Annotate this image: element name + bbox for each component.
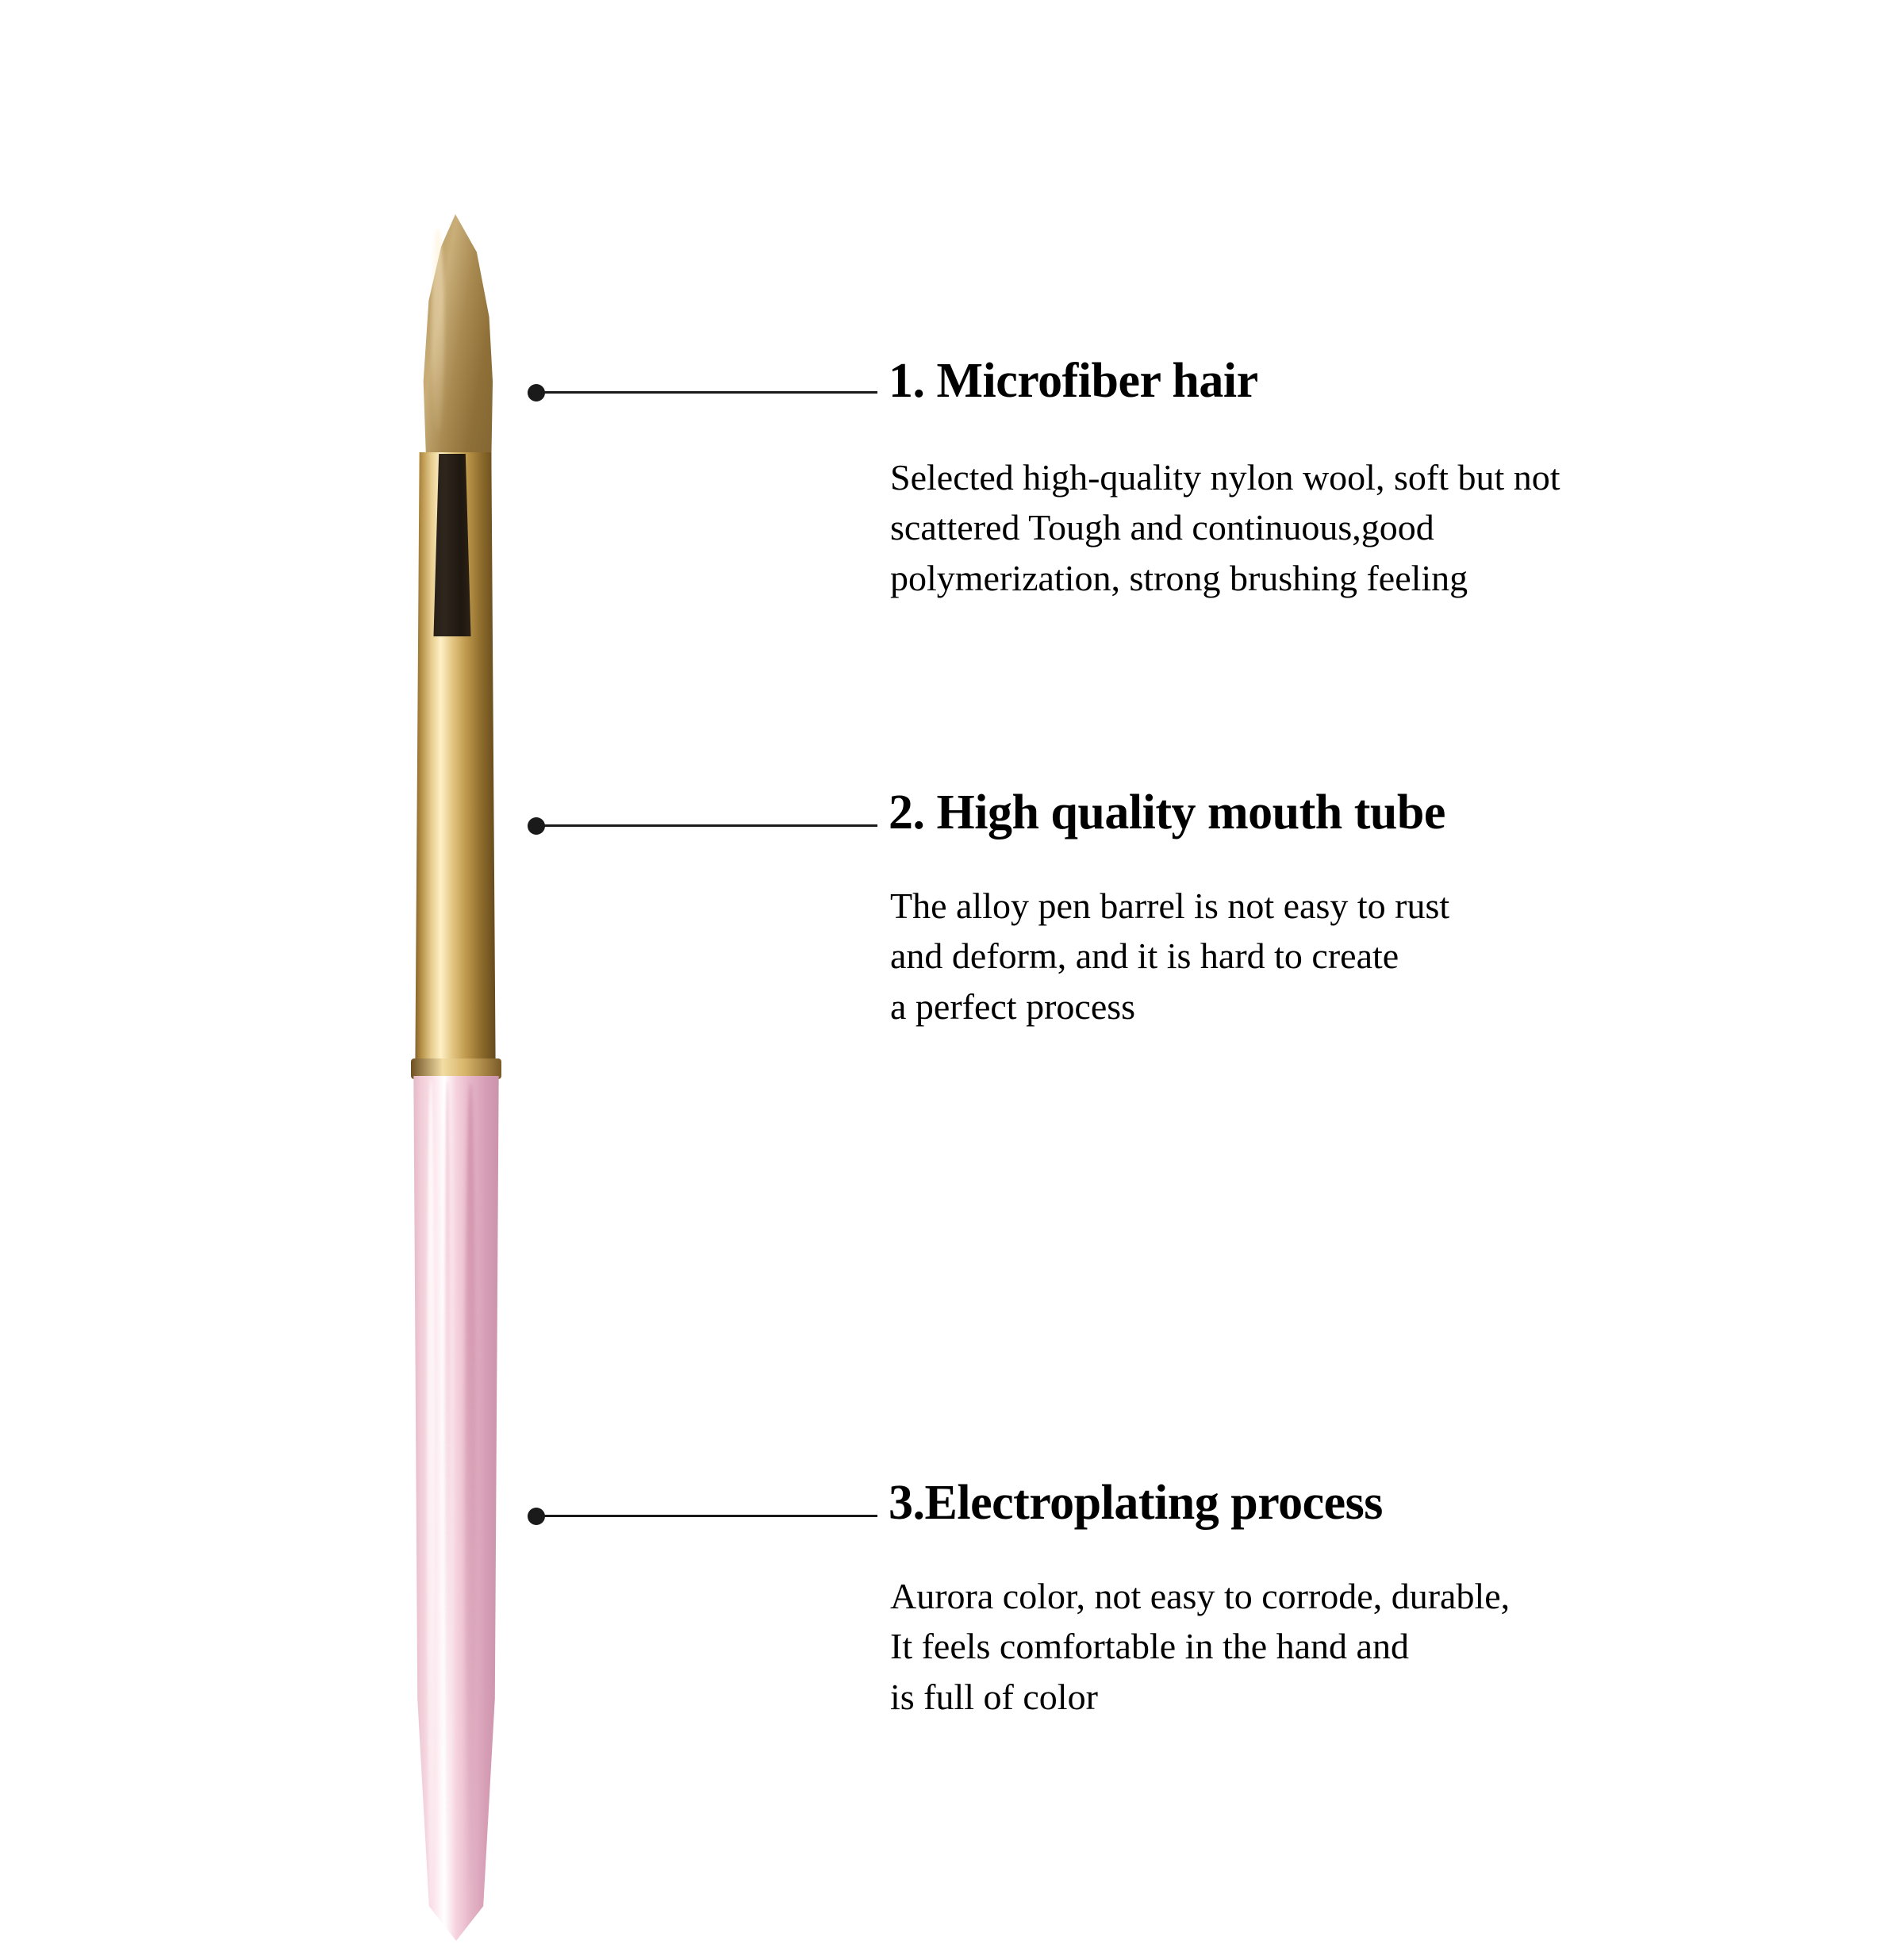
leader-dot-icon: [528, 384, 545, 401]
leader-dot-icon: [528, 1508, 545, 1525]
callout-body-3-line-2: It feels comfortable in the hand and: [890, 1626, 1409, 1667]
callout-body-1-line-3: polymerization, strong brushing feeling: [890, 557, 1468, 598]
bristle-highlight-icon: [432, 229, 444, 435]
callout-body-3-line-3: is full of color: [890, 1676, 1098, 1717]
callout-body-3-line-1: Aurora color, not easy to corrode, durable,: [890, 1576, 1511, 1616]
callout-body-2-line-3: a perfect process: [890, 985, 1136, 1027]
leader-line: [544, 391, 877, 394]
callout-title-2: 2. High quality mouth tube: [889, 786, 1445, 839]
callout-body-2-line-2: and deform, and it is hard to create: [890, 936, 1399, 977]
product-illustration: [389, 214, 547, 1944]
callout-body-2-line-1: The alloy pen barrel is not easy to rust: [890, 886, 1450, 926]
callout-body-1: [890, 452, 1850, 603]
callout-title-1: 1. Microfiber hair: [889, 354, 1258, 408]
handle-shadow-stripe: [465, 1083, 476, 1884]
callout-title-3: 3.Electroplating process: [889, 1476, 1383, 1530]
brush-bristles: [411, 214, 500, 484]
callout-body-1-line-1: Selected high-quality nylon wool, soft but not: [890, 457, 1560, 498]
handle-mid-stripe: [444, 1081, 451, 1898]
leader-line: [544, 1515, 877, 1517]
callout-body-3: [890, 1571, 1850, 1722]
leader-line: [544, 824, 877, 827]
callout-body-1-line-2: scattered Tough and continuous,good: [890, 507, 1434, 548]
handle-highlight-stripe: [427, 1079, 435, 1904]
leader-dot-icon: [528, 817, 545, 835]
brush-handle: [408, 1076, 505, 1941]
callout-body-2: [890, 881, 1850, 1032]
